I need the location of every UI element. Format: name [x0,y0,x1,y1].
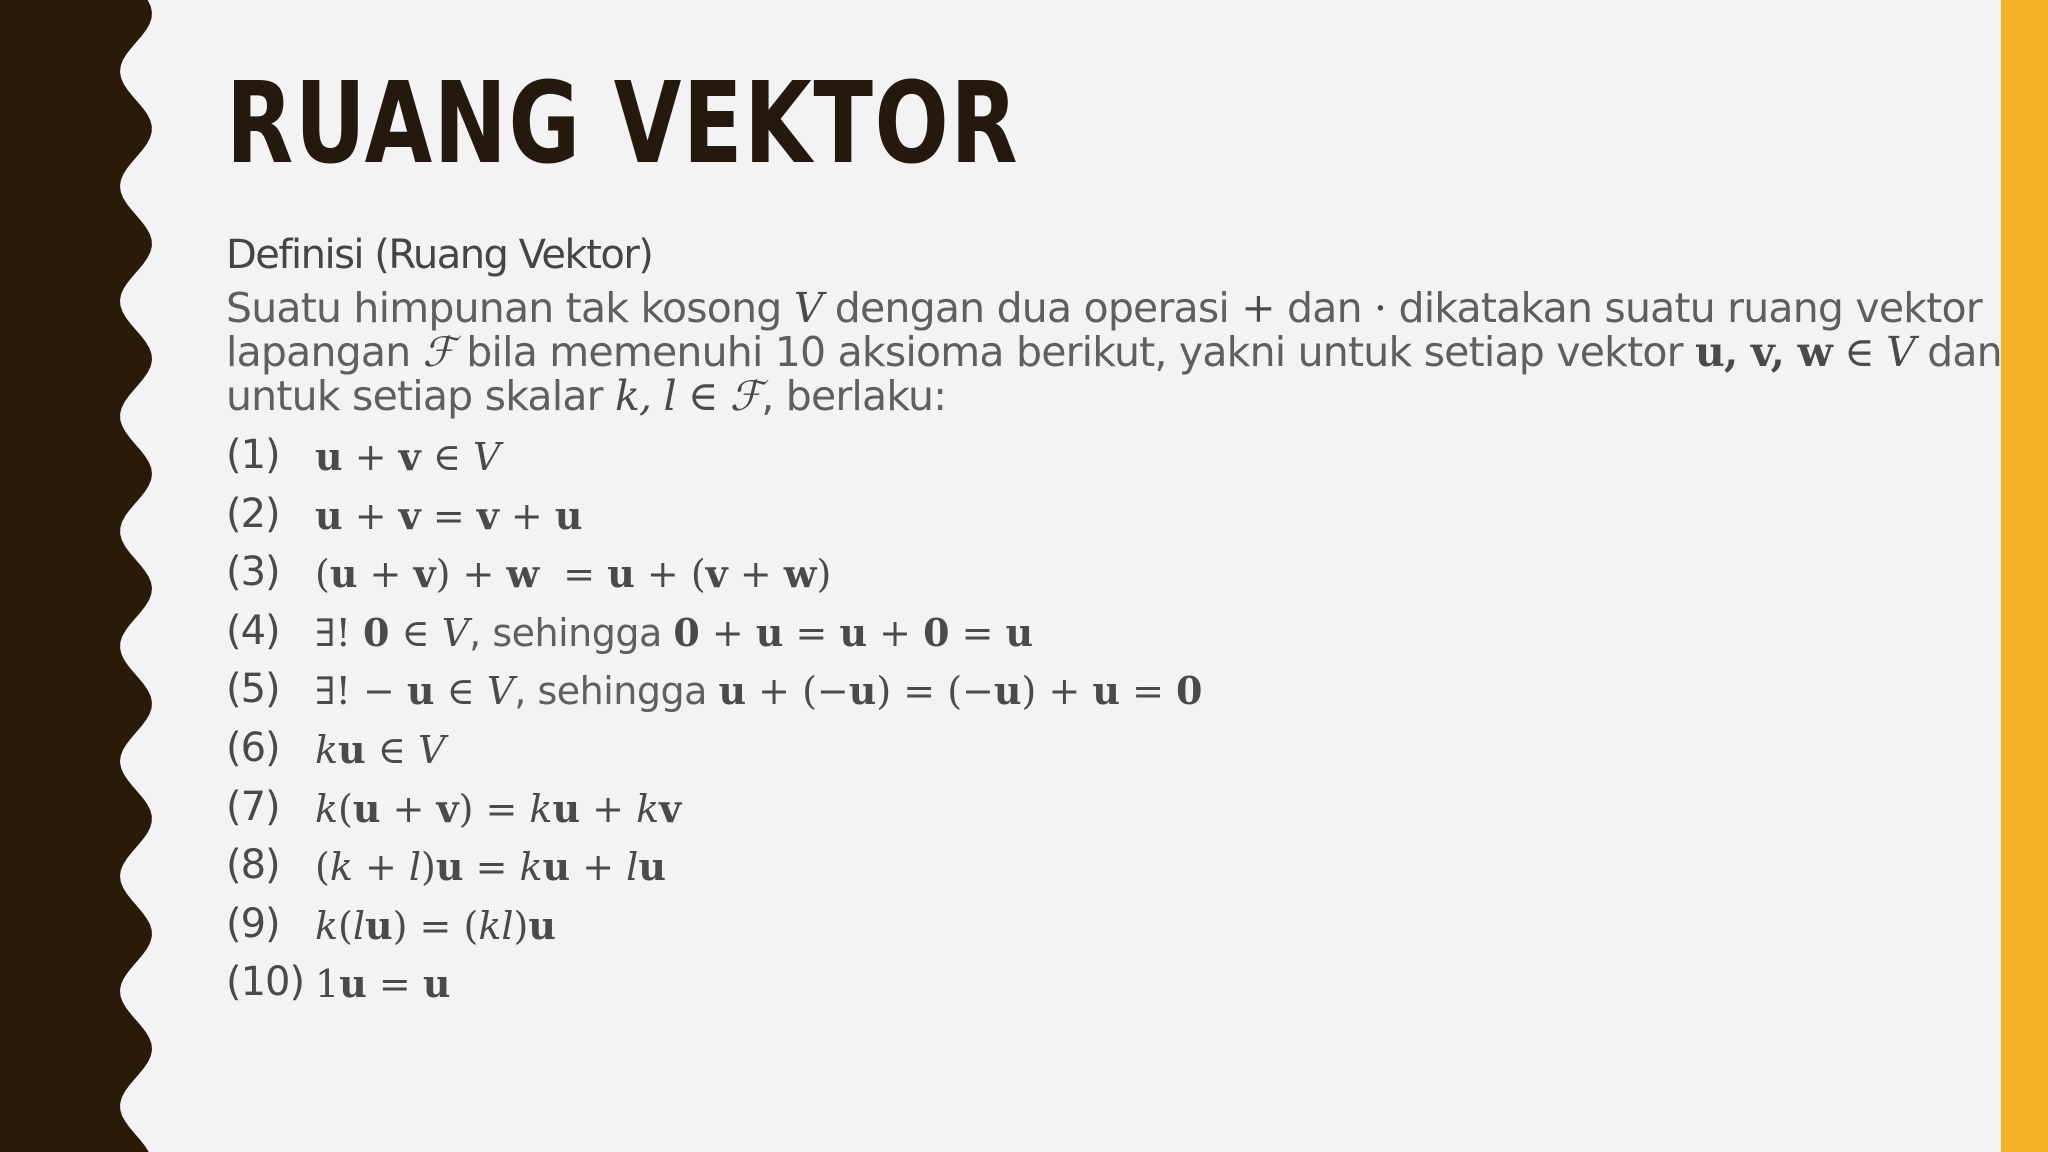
axiom-formula: (k + l)u = ku + lu [315,844,666,890]
axiom-number: (10) [226,959,305,1006]
text-fragment: , berlaku: [761,372,947,420]
axiom-formula: ∃! 0 ∈ V, sehingga 0 + u = u + 0 = u [315,609,1034,655]
axiom-number: (2) [226,490,280,537]
math-scalars: k, l [614,372,676,420]
text-fragment: dan [1274,284,1375,332]
axiom-formula: u + v ∈ V [315,434,501,479]
definition-line-2 [226,328,2002,376]
text-fragment: Suatu himpunan tak kosong [226,284,794,332]
math-F: ℱ [729,372,762,420]
wavy-left-band [0,0,160,1152]
text-fragment: dan [1914,328,2002,376]
definition-text [226,284,2002,420]
axiom-number: (7) [226,783,280,830]
math-in: ∈ [1832,328,1887,376]
math-plus: + [1241,284,1275,332]
axiom-number: (3) [226,549,280,596]
axiom-formula: ∃! − u ∈ V, sehingga u + (−u) = (−u) + u = 0 [315,668,1203,714]
math-in: ∈ [675,372,730,420]
axiom-formula: 1u = u [315,961,451,1007]
axiom-formula: ku ∈ V [315,726,446,772]
axiom-formula: k(u + v) = ku + kv [315,785,682,831]
definition-heading: Definisi (Ruang Vektor) [226,232,653,278]
axiom-text: , sehingga [469,610,674,655]
math-dot: · [1374,284,1387,332]
axiom-formula: k(lu) = (kl)u [315,902,556,948]
axiom-number: (4) [226,607,280,654]
text-fragment: bila memenuhi 10 aksioma berikut, yakni untuk setiap vektor [454,328,1695,376]
right-accent-bar [2001,0,2048,1152]
definition-line-3 [226,374,1866,418]
axiom-number: (8) [226,842,280,889]
slide-title: RUANG VEKTOR [226,59,1020,189]
axiom-number: (9) [226,900,280,947]
math-vectors: u, v, w [1694,328,1833,376]
axiom-number: (1) [226,432,280,478]
math-V: V [1886,328,1915,376]
axiom-number: (6) [226,724,280,771]
math-V: V [793,284,823,332]
text-fragment: dengan dua operasi [822,284,1242,332]
math-F: ℱ [422,328,455,376]
definition-line-1 [226,284,1982,332]
axiom-text: , sehingga [514,669,719,714]
axiom-formula: (u + v) + w = u + (v + w) [315,551,832,597]
axiom-formula: u + v = v + u [315,492,583,538]
text-fragment: dikatakan suatu ruang vektor [1386,284,1982,332]
axiom-number: (5) [226,666,280,713]
text-fragment: untuk setiap skalar [226,372,615,420]
text-fragment: lapangan [226,328,423,376]
